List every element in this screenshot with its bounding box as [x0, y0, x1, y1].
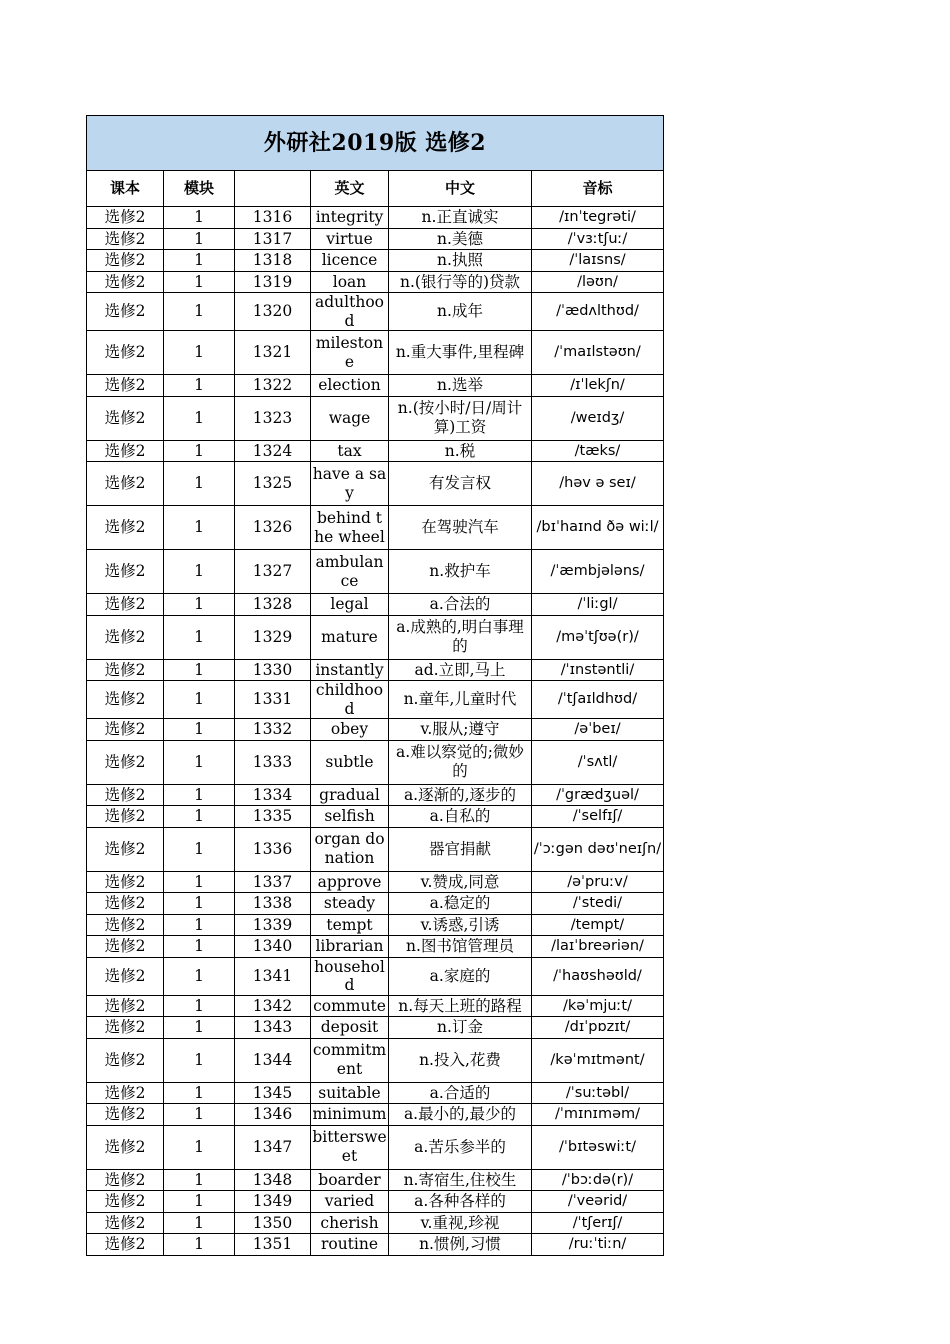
cell-number: 1348 — [235, 1169, 311, 1191]
cell-chinese: v.诱惑,引诱 — [389, 914, 532, 936]
table-row — [87, 375, 664, 397]
cell-english: minimum — [311, 1104, 389, 1126]
table-row — [87, 594, 664, 616]
cell-chinese: 在驾驶汽车 — [389, 506, 532, 550]
cell-module: 1 — [164, 250, 235, 272]
cell-phonetic: /ˈsʌtl/ — [532, 740, 664, 784]
table-row — [87, 207, 664, 229]
cell-chinese: n.救护车 — [389, 550, 532, 594]
cell-module: 1 — [164, 1169, 235, 1191]
cell-book: 选修2 — [87, 784, 164, 806]
cell-phonetic: /ˈgrædʒuəl/ — [532, 784, 664, 806]
cell-english: have a say — [311, 462, 389, 506]
cell-module: 1 — [164, 1212, 235, 1234]
cell-module: 1 — [164, 1125, 235, 1169]
cell-phonetic: /ləʊn/ — [532, 271, 664, 293]
cell-book: 选修2 — [87, 893, 164, 915]
cell-book: 选修2 — [87, 1082, 164, 1104]
cell-phonetic: /ˈæmbjələns/ — [532, 550, 664, 594]
cell-chinese: n.每天上班的路程 — [389, 995, 532, 1017]
cell-number: 1330 — [235, 659, 311, 681]
cell-number: 1332 — [235, 719, 311, 741]
cell-phonetic: /həv ə seɪ/ — [532, 462, 664, 506]
table-row — [87, 506, 664, 550]
cell-module: 1 — [164, 740, 235, 784]
cell-chinese: a.成熟的,明白事理的 — [389, 615, 532, 659]
cell-phonetic: /ˈveərid/ — [532, 1191, 664, 1213]
table-row — [87, 1104, 664, 1126]
cell-english: virtue — [311, 228, 389, 250]
cell-book: 选修2 — [87, 462, 164, 506]
cell-english: commute — [311, 995, 389, 1017]
cell-book: 选修2 — [87, 1212, 164, 1234]
cell-chinese: n.(按小时/日/周计算)工资 — [389, 396, 532, 440]
cell-chinese: a.难以察觉的;微妙的 — [389, 740, 532, 784]
cell-phonetic: /ˈstedi/ — [532, 893, 664, 915]
cell-number: 1319 — [235, 271, 311, 293]
cell-module: 1 — [164, 462, 235, 506]
cell-number: 1327 — [235, 550, 311, 594]
table-row — [87, 914, 664, 936]
cell-chinese: v.赞成,同意 — [389, 871, 532, 893]
cell-phonetic: /ˈmɪnɪməm/ — [532, 1104, 664, 1126]
cell-module: 1 — [164, 1104, 235, 1126]
cell-book: 选修2 — [87, 293, 164, 331]
table-row — [87, 293, 664, 331]
table-row — [87, 740, 664, 784]
cell-phonetic: /ˈɪnstəntli/ — [532, 659, 664, 681]
cell-module: 1 — [164, 995, 235, 1017]
cell-english: commitment — [311, 1038, 389, 1082]
cell-book: 选修2 — [87, 396, 164, 440]
cell-chinese: a.最小的,最少的 — [389, 1104, 532, 1126]
vocabulary-table — [86, 115, 664, 1256]
header-phonetic: 音标 — [532, 171, 664, 207]
cell-english: mature — [311, 615, 389, 659]
table-row — [87, 1038, 664, 1082]
vocabulary-sheet — [86, 115, 663, 1256]
cell-phonetic: /əˈpruːv/ — [532, 871, 664, 893]
cell-chinese: a.各种各样的 — [389, 1191, 532, 1213]
table-row — [87, 893, 664, 915]
cell-phonetic: /ˈselfɪʃ/ — [532, 806, 664, 828]
cell-english: varied — [311, 1191, 389, 1213]
cell-book: 选修2 — [87, 957, 164, 995]
cell-english: librarian — [311, 936, 389, 958]
cell-module: 1 — [164, 375, 235, 397]
cell-book: 选修2 — [87, 1169, 164, 1191]
cell-chinese: a.家庭的 — [389, 957, 532, 995]
cell-chinese: n.税 — [389, 440, 532, 462]
cell-phonetic: /dɪˈpɒzɪt/ — [532, 1017, 664, 1039]
header-row — [87, 171, 664, 207]
cell-phonetic: /ˈædʌlthʊd/ — [532, 293, 664, 331]
cell-number: 1344 — [235, 1038, 311, 1082]
cell-number: 1339 — [235, 914, 311, 936]
cell-chinese: n.订金 — [389, 1017, 532, 1039]
cell-number: 1347 — [235, 1125, 311, 1169]
cell-phonetic: /ˈbɪtəswiːt/ — [532, 1125, 664, 1169]
cell-english: milestone — [311, 331, 389, 375]
cell-module: 1 — [164, 440, 235, 462]
sheet-title: 外研社2019版 选修2 — [87, 116, 664, 171]
cell-module: 1 — [164, 615, 235, 659]
cell-phonetic: /laɪˈbreəriən/ — [532, 936, 664, 958]
cell-book: 选修2 — [87, 1038, 164, 1082]
cell-english: deposit — [311, 1017, 389, 1039]
cell-number: 1338 — [235, 893, 311, 915]
cell-chinese: n.成年 — [389, 293, 532, 331]
cell-number: 1335 — [235, 806, 311, 828]
table-row — [87, 659, 664, 681]
table-row — [87, 1212, 664, 1234]
cell-phonetic: /ˈtʃerɪʃ/ — [532, 1212, 664, 1234]
cell-chinese: n.寄宿生,住校生 — [389, 1169, 532, 1191]
cell-english: bittersweet — [311, 1125, 389, 1169]
table-row — [87, 1234, 664, 1256]
cell-module: 1 — [164, 806, 235, 828]
cell-chinese: a.逐渐的,逐步的 — [389, 784, 532, 806]
cell-number: 1331 — [235, 681, 311, 719]
table-row — [87, 615, 664, 659]
cell-phonetic: /ˈhaʊshəʊld/ — [532, 957, 664, 995]
cell-book: 选修2 — [87, 806, 164, 828]
cell-chinese: n.投入,花费 — [389, 1038, 532, 1082]
cell-phonetic: /ˈmaɪlstəʊn/ — [532, 331, 664, 375]
cell-english: behind the wheel — [311, 506, 389, 550]
cell-book: 选修2 — [87, 331, 164, 375]
cell-phonetic: /ˈvɜːtʃuː/ — [532, 228, 664, 250]
table-row — [87, 957, 664, 995]
cell-number: 1336 — [235, 827, 311, 871]
cell-module: 1 — [164, 659, 235, 681]
cell-english: selfish — [311, 806, 389, 828]
cell-number: 1321 — [235, 331, 311, 375]
table-row — [87, 827, 664, 871]
cell-english: subtle — [311, 740, 389, 784]
cell-module: 1 — [164, 1191, 235, 1213]
cell-chinese: n.惯例,习惯 — [389, 1234, 532, 1256]
cell-book: 选修2 — [87, 995, 164, 1017]
cell-book: 选修2 — [87, 1191, 164, 1213]
cell-number: 1326 — [235, 506, 311, 550]
cell-phonetic: /tempt/ — [532, 914, 664, 936]
cell-chinese: n.美德 — [389, 228, 532, 250]
table-row — [87, 271, 664, 293]
cell-english: loan — [311, 271, 389, 293]
cell-number: 1351 — [235, 1234, 311, 1256]
cell-module: 1 — [164, 957, 235, 995]
cell-book: 选修2 — [87, 228, 164, 250]
cell-number: 1343 — [235, 1017, 311, 1039]
cell-chinese: a.稳定的 — [389, 893, 532, 915]
cell-number: 1325 — [235, 462, 311, 506]
cell-number: 1318 — [235, 250, 311, 272]
table-row — [87, 331, 664, 375]
cell-book: 选修2 — [87, 375, 164, 397]
table-row — [87, 550, 664, 594]
cell-english: obey — [311, 719, 389, 741]
cell-number: 1320 — [235, 293, 311, 331]
table-row — [87, 1082, 664, 1104]
table-row — [87, 681, 664, 719]
table-row — [87, 228, 664, 250]
cell-english: cherish — [311, 1212, 389, 1234]
cell-phonetic: /ˈtʃaɪldhʊd/ — [532, 681, 664, 719]
cell-phonetic: /tæks/ — [532, 440, 664, 462]
cell-english: tax — [311, 440, 389, 462]
cell-book: 选修2 — [87, 936, 164, 958]
table-row — [87, 1191, 664, 1213]
cell-english: legal — [311, 594, 389, 616]
cell-module: 1 — [164, 396, 235, 440]
cell-module: 1 — [164, 914, 235, 936]
cell-chinese: n.执照 — [389, 250, 532, 272]
cell-chinese: n.(银行等的)贷款 — [389, 271, 532, 293]
table-body — [87, 207, 664, 1256]
cell-chinese: 有发言权 — [389, 462, 532, 506]
cell-english: childhood — [311, 681, 389, 719]
cell-number: 1323 — [235, 396, 311, 440]
cell-number: 1316 — [235, 207, 311, 229]
cell-number: 1333 — [235, 740, 311, 784]
cell-chinese: n.选举 — [389, 375, 532, 397]
cell-module: 1 — [164, 681, 235, 719]
cell-english: steady — [311, 893, 389, 915]
cell-chinese: a.自私的 — [389, 806, 532, 828]
cell-book: 选修2 — [87, 271, 164, 293]
cell-english: suitable — [311, 1082, 389, 1104]
cell-chinese: a.合法的 — [389, 594, 532, 616]
cell-phonetic: /weɪdʒ/ — [532, 396, 664, 440]
table-row — [87, 396, 664, 440]
cell-book: 选修2 — [87, 615, 164, 659]
cell-english: boarder — [311, 1169, 389, 1191]
cell-module: 1 — [164, 293, 235, 331]
cell-english: adulthood — [311, 293, 389, 331]
cell-book: 选修2 — [87, 250, 164, 272]
header-chinese: 中文 — [389, 171, 532, 207]
table-row — [87, 440, 664, 462]
table-row — [87, 936, 664, 958]
cell-chinese: n.童年,儿童时代 — [389, 681, 532, 719]
cell-english: household — [311, 957, 389, 995]
cell-phonetic: /ruːˈtiːn/ — [532, 1234, 664, 1256]
cell-number: 1340 — [235, 936, 311, 958]
cell-phonetic: /kəˈmjuːt/ — [532, 995, 664, 1017]
cell-number: 1317 — [235, 228, 311, 250]
cell-book: 选修2 — [87, 681, 164, 719]
cell-book: 选修2 — [87, 740, 164, 784]
cell-module: 1 — [164, 207, 235, 229]
cell-module: 1 — [164, 719, 235, 741]
cell-book: 选修2 — [87, 1234, 164, 1256]
cell-chinese: v.服从;遵守 — [389, 719, 532, 741]
header-number — [235, 171, 311, 207]
cell-book: 选修2 — [87, 1104, 164, 1126]
cell-number: 1341 — [235, 957, 311, 995]
cell-number: 1346 — [235, 1104, 311, 1126]
cell-book: 选修2 — [87, 659, 164, 681]
cell-phonetic: /məˈtʃʊə(r)/ — [532, 615, 664, 659]
cell-phonetic: /ˈliːgl/ — [532, 594, 664, 616]
cell-chinese: n.正直诚实 — [389, 207, 532, 229]
cell-chinese: 器官捐献 — [389, 827, 532, 871]
cell-number: 1345 — [235, 1082, 311, 1104]
cell-phonetic: /əˈbeɪ/ — [532, 719, 664, 741]
cell-module: 1 — [164, 1038, 235, 1082]
cell-phonetic: /ˈsuːtəbl/ — [532, 1082, 664, 1104]
table-row — [87, 871, 664, 893]
table-row — [87, 462, 664, 506]
cell-module: 1 — [164, 271, 235, 293]
cell-english: approve — [311, 871, 389, 893]
cell-phonetic: /kəˈmɪtmənt/ — [532, 1038, 664, 1082]
cell-module: 1 — [164, 228, 235, 250]
cell-module: 1 — [164, 506, 235, 550]
cell-chinese: n.重大事件,里程碑 — [389, 331, 532, 375]
cell-english: licence — [311, 250, 389, 272]
cell-module: 1 — [164, 594, 235, 616]
cell-number: 1328 — [235, 594, 311, 616]
cell-english: gradual — [311, 784, 389, 806]
cell-book: 选修2 — [87, 719, 164, 741]
cell-number: 1329 — [235, 615, 311, 659]
cell-module: 1 — [164, 1082, 235, 1104]
cell-module: 1 — [164, 893, 235, 915]
header-module: 模块 — [164, 171, 235, 207]
cell-book: 选修2 — [87, 594, 164, 616]
table-row — [87, 1125, 664, 1169]
cell-module: 1 — [164, 784, 235, 806]
cell-book: 选修2 — [87, 440, 164, 462]
cell-book: 选修2 — [87, 871, 164, 893]
cell-number: 1349 — [235, 1191, 311, 1213]
cell-phonetic: /ɪˈlekʃn/ — [532, 375, 664, 397]
cell-phonetic: /ɪnˈtegrəti/ — [532, 207, 664, 229]
table-row — [87, 995, 664, 1017]
cell-module: 1 — [164, 871, 235, 893]
cell-module: 1 — [164, 1234, 235, 1256]
cell-book: 选修2 — [87, 914, 164, 936]
cell-number: 1322 — [235, 375, 311, 397]
cell-number: 1337 — [235, 871, 311, 893]
cell-english: integrity — [311, 207, 389, 229]
cell-book: 选修2 — [87, 1017, 164, 1039]
cell-book: 选修2 — [87, 506, 164, 550]
cell-book: 选修2 — [87, 1125, 164, 1169]
cell-english: instantly — [311, 659, 389, 681]
table-row — [87, 719, 664, 741]
cell-book: 选修2 — [87, 207, 164, 229]
cell-book: 选修2 — [87, 550, 164, 594]
cell-number: 1350 — [235, 1212, 311, 1234]
cell-phonetic: /ˈlaɪsns/ — [532, 250, 664, 272]
cell-phonetic: /ˈbɔːdə(r)/ — [532, 1169, 664, 1191]
cell-module: 1 — [164, 550, 235, 594]
table-row — [87, 1169, 664, 1191]
cell-number: 1324 — [235, 440, 311, 462]
cell-english: election — [311, 375, 389, 397]
cell-module: 1 — [164, 827, 235, 871]
cell-module: 1 — [164, 331, 235, 375]
header-english: 英文 — [311, 171, 389, 207]
cell-english: tempt — [311, 914, 389, 936]
cell-phonetic: /ˈɔːgən dəʊˈneɪʃn/ — [532, 827, 664, 871]
cell-book: 选修2 — [87, 827, 164, 871]
table-row — [87, 784, 664, 806]
cell-number: 1334 — [235, 784, 311, 806]
cell-chinese: a.合适的 — [389, 1082, 532, 1104]
cell-module: 1 — [164, 936, 235, 958]
cell-chinese: ad.立即,马上 — [389, 659, 532, 681]
cell-english: organ donation — [311, 827, 389, 871]
cell-english: routine — [311, 1234, 389, 1256]
cell-number: 1342 — [235, 995, 311, 1017]
cell-english: ambulance — [311, 550, 389, 594]
cell-chinese: n.图书馆管理员 — [389, 936, 532, 958]
cell-phonetic: /bɪˈhaɪnd ðə wiːl/ — [532, 506, 664, 550]
table-row — [87, 1017, 664, 1039]
table-row — [87, 250, 664, 272]
cell-chinese: a.苦乐参半的 — [389, 1125, 532, 1169]
cell-english: wage — [311, 396, 389, 440]
table-row — [87, 806, 664, 828]
header-book: 课本 — [87, 171, 164, 207]
cell-chinese: v.重视,珍视 — [389, 1212, 532, 1234]
cell-module: 1 — [164, 1017, 235, 1039]
